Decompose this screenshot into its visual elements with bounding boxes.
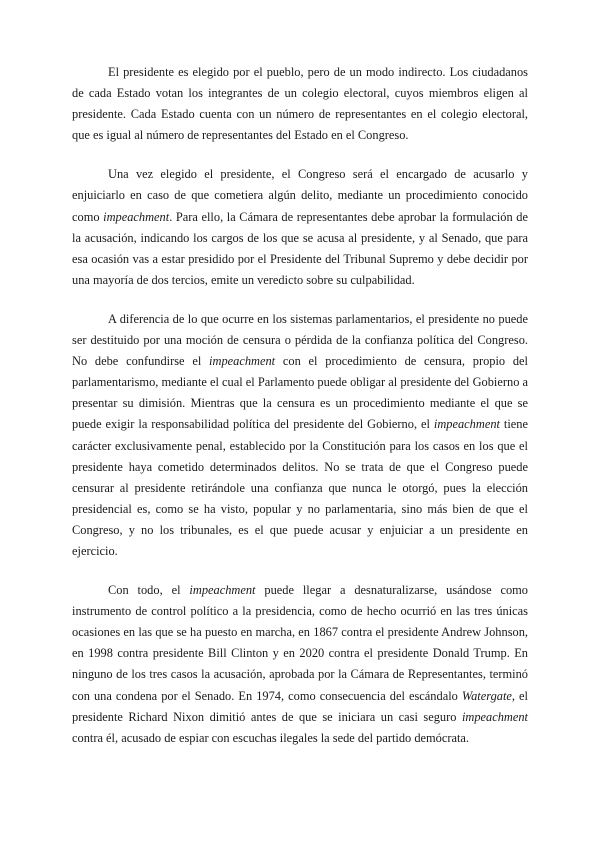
paragraph-3-text: con el procedimiento de censura, propio del parlamentarismo, mediante el cual el Parlamento puede obligar al presidente del Gobierno a presentar su dimisión. Mientras que la censura es un procedimiento mediante el que se puede exigir la responsabilidad política del presidente del Gobierno, el	[72, 354, 529, 432]
italic-term: impeachment	[189, 583, 256, 598]
paragraph-1-text: El presidente es elegido por el pueblo, pero de un modo indirecto. Los ciudadanos de cada Estado votan los integrantes de un colegio electoral, cuyos miembros eligen al presidente. Cada Estado cuenta con un número de representantes en el colegio electoral, que es igual al número de representantes del Estado en el Congreso.	[72, 65, 528, 143]
italic-term: Watergate	[461, 688, 512, 703]
italic-term: impeachment	[103, 209, 170, 224]
document-page	[72, 62, 528, 767]
italic-term: impeachment	[433, 417, 500, 432]
paragraph-2-text: . Para ello, la Cámara de representantes debe aprobar la formulación de la acusación, indicando los cargos de los que se acusa al presidente, y al Senado, que para esa ocasión vas a estar presidido por el Presidente del Tribunal Supremo y debe decidir por una mayoría de dos tercios, emite un veredicto sobre su culpabilidad.	[72, 209, 528, 287]
paragraph-2-text: Una vez elegido el presidente, el Congreso será el encargado de acusarlo y enjuiciarlo en caso de que cometiera algún delito, mediante un procedimiento conocido como	[72, 167, 528, 224]
paragraph-4-text: , el presidente Richard Nixon dimitió antes de que se iniciara un casi seguro	[72, 688, 528, 724]
paragraph-2	[72, 164, 528, 291]
paragraph-4-text: Con todo, el	[108, 583, 190, 598]
paragraph-4	[72, 580, 528, 749]
italic-term: impeachment	[461, 709, 528, 724]
paragraph-4-text: contra él, acusado de espiar con escuchas ilegales la sede del partido demócrata.	[72, 730, 470, 745]
paragraph-3-text: tiene carácter exclusivamente penal, establecido por la Constitución para los casos en los que el presidente haya cometido determinados delitos. No se trata de que el Congreso puede censurar al presidente retirándole una confianza que nunca le otorgó, pues la elección presidencial es, como se ha visto, popular y no parlamentaria, sino más bien de que el Congreso, y no los tribunales, es el que puede acusar y enjuiciar a un presidente en ejercicio.	[72, 417, 528, 558]
paragraph-3-text: A diferencia de lo que ocurre en los sistemas parlamentarios, el presidente no puede ser destituido por una moción de censura o pérdida de la confianza política del Congreso. No debe confundirse el	[72, 311, 528, 369]
paragraph-4-text: puede llegar a desnaturalizarse, usándose como instrumento de control político a la presidencia, como de hecho ocurrió en las tres únicas ocasiones en las que se ha puesto en marcha, en 1867 contra el presidente Andrew Johnson, en 1998 contra presidente Bill Clinton y en 2020 contra el presidente Donald Trump. En ninguno de los tres casos la acusación, aprobada por la Cámara de Representantes, terminó con una condena por el Senado. En 1974, como consecuencia del escándalo	[72, 583, 528, 703]
paragraph-3	[72, 309, 528, 562]
paragraph-1	[72, 62, 528, 146]
italic-term: impeachment	[209, 354, 276, 369]
